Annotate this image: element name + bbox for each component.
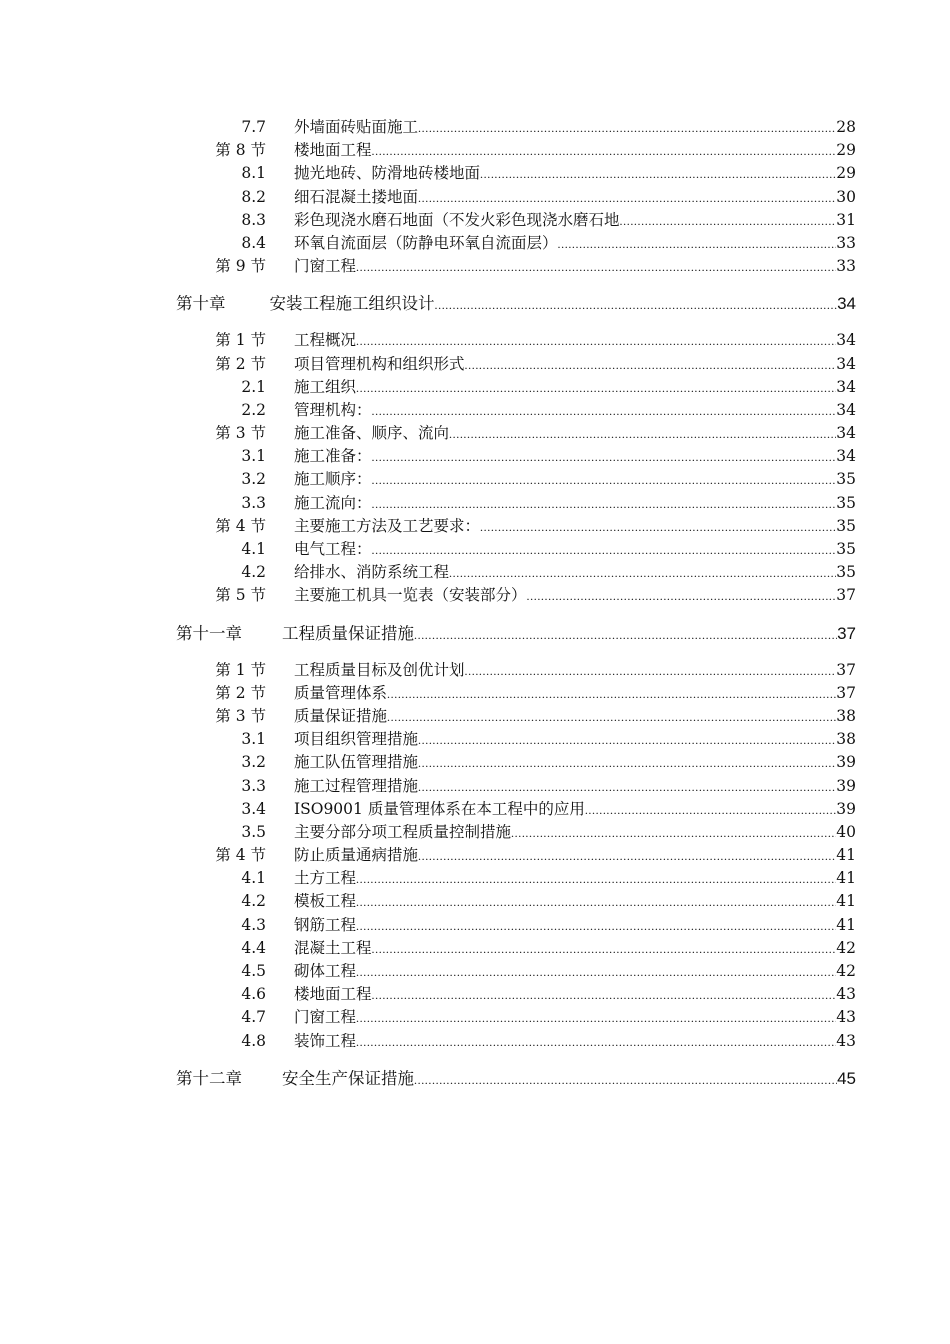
toc-spacer (176, 647, 856, 659)
toc-entry-page-number: 29 (836, 141, 856, 160)
toc-entry-title: 砌体工程 (294, 962, 357, 980)
toc-entry-number: 4.1 (241, 869, 266, 888)
toc-section-entry[interactable] (176, 139, 856, 162)
toc-entry-title: 施工准备、顺序、流向 (294, 424, 450, 443)
toc-section-entry[interactable] (176, 705, 856, 728)
toc-entry-page-number: 39 (836, 753, 856, 772)
toc-leader-dots (372, 399, 837, 423)
toc-entry-title: 主要施工方法及工艺要求： (294, 516, 481, 535)
toc-subsection-entry[interactable] (176, 162, 856, 185)
toc-entry-page-number: 41 (836, 869, 856, 888)
toc-leader-dots (372, 139, 837, 163)
toc-entry-number: 第 8 节 (215, 141, 266, 160)
toc-entry-number: 4.1 (241, 540, 266, 558)
toc-entry-page-number: 35 (836, 563, 856, 582)
toc-leader-dots (356, 867, 836, 891)
toc-leader-dots (480, 515, 836, 539)
toc-subsection-entry[interactable] (176, 914, 856, 937)
toc-leader-dots (480, 162, 836, 186)
toc-subsection-entry[interactable] (176, 445, 856, 468)
toc-subsection-entry[interactable] (176, 867, 856, 890)
toc-leader-dots (356, 376, 836, 400)
toc-entry-title: 环氧自流面层（防静电环氧自流面层） (294, 233, 558, 252)
toc-leader-dots (465, 659, 837, 683)
toc-leader-dots (387, 682, 836, 706)
toc-entry-number: 3.5 (241, 822, 266, 841)
toc-chapter-entry[interactable] (176, 291, 856, 317)
toc-entry-number: 第 4 节 (215, 846, 266, 865)
toc-entry-number: 第 1 节 (215, 660, 266, 679)
toc-entry-number: 3.1 (241, 447, 266, 466)
toc-entry-page-number: 39 (836, 776, 856, 795)
toc-entry-title: 抛光地砖、防滑地砖楼地面 (294, 164, 481, 183)
toc-entry-number: 第 4 节 (215, 516, 266, 535)
toc-section-entry[interactable] (176, 682, 856, 705)
toc-entry-number: 8.2 (241, 187, 266, 206)
toc-leader-dots (356, 960, 836, 984)
toc-leader-dots (356, 1006, 836, 1030)
toc-leader-dots (356, 890, 836, 914)
toc-entry-number: 4.8 (241, 1031, 266, 1050)
toc-section-entry[interactable] (176, 329, 856, 352)
toc-leader-dots (356, 1030, 836, 1054)
toc-entry-title: 给排水、消防系统工程 (294, 563, 450, 582)
toc-leader-dots (418, 116, 836, 140)
toc-entry-number: 8.4 (241, 233, 266, 252)
toc-entry-page-number: 41 (836, 915, 856, 934)
toc-entry-page-number: 37 (836, 660, 856, 679)
toc-leader-dots (527, 584, 837, 608)
toc-entry-page-number: 30 (836, 187, 856, 206)
toc-entry-title: 工程质量目标及创优计划 (294, 660, 465, 679)
toc-leader-dots (372, 538, 837, 562)
toc-entry-number: 3.3 (241, 493, 266, 512)
toc-entry-number: 第 3 节 (215, 424, 266, 443)
toc-entry-title: 施工准备： (294, 447, 372, 466)
toc-entry-title: 钢筋工程 (294, 915, 357, 934)
toc-entry-page-number: 34 (836, 424, 856, 443)
toc-entry-title: 外墙面砖贴面施工 (294, 118, 419, 136)
toc-entry-number: 4.6 (241, 985, 266, 1004)
toc-leader-dots (449, 422, 836, 446)
toc-entry-number: 第 5 节 (215, 586, 266, 605)
toc-entry-title: 门窗工程 (294, 257, 357, 276)
toc-leader-dots (418, 775, 836, 799)
toc-subsection-entry[interactable] (176, 775, 856, 798)
toc-entry-page-number: 42 (836, 962, 856, 980)
toc-entry-page-number: 34 (836, 331, 856, 350)
toc-entry-number: 3.3 (241, 776, 266, 795)
toc-entry-page-number: 34 (836, 354, 856, 373)
toc-spacer (176, 1053, 856, 1066)
toc-section-entry[interactable] (176, 353, 856, 376)
toc-entry-number: 4.3 (241, 915, 266, 934)
toc-entry-page-number: 38 (836, 706, 856, 725)
toc-section-entry[interactable] (176, 255, 856, 278)
toc-entry-title: 主要分部分项工程质量控制措施 (294, 822, 512, 841)
toc-entry-title: 装饰工程 (294, 1031, 357, 1050)
toc-entry-number: 第十二章 (176, 1068, 242, 1088)
toc-section-entry[interactable] (176, 844, 856, 867)
toc-subsection-entry[interactable] (176, 468, 856, 491)
toc-subsection-entry[interactable] (176, 1006, 856, 1029)
toc-entry-page-number: 43 (836, 1008, 856, 1027)
toc-entry-title: 项目组织管理措施 (294, 730, 419, 749)
toc-entry-title: 防止质量通病措施 (294, 846, 419, 865)
toc-entry-number: 第 3 节 (215, 706, 266, 725)
toc-entry-page-number: 41 (836, 892, 856, 911)
toc-subsection-entry[interactable] (176, 399, 856, 422)
toc-entry-page-number: 35 (836, 540, 856, 558)
toc-entry-number: 4.2 (241, 892, 266, 911)
toc-leader-dots (435, 291, 838, 318)
toc-subsection-entry[interactable] (176, 1030, 856, 1053)
toc-section-entry[interactable] (176, 584, 856, 607)
toc-entry-title: 质量保证措施 (294, 706, 388, 725)
toc-subsection-entry[interactable] (176, 232, 856, 255)
toc-subsection-entry[interactable] (176, 821, 856, 844)
toc-leader-dots (372, 468, 837, 492)
toc-entry-page-number: 29 (836, 164, 856, 183)
toc-entry-number: 4.2 (241, 563, 266, 582)
toc-leader-dots (414, 621, 837, 648)
toc-entry-number: 3.1 (241, 730, 266, 749)
toc-entry-page-number: 38 (836, 730, 856, 749)
toc-spacer (176, 608, 856, 621)
toc-entry-number: 2.1 (241, 377, 266, 396)
toc-entry-page-number: 34 (837, 294, 856, 314)
toc-leader-dots (372, 983, 837, 1007)
toc-leader-dots (387, 705, 836, 729)
toc-entry-number: 4.4 (241, 938, 266, 957)
toc-leader-dots (356, 914, 836, 938)
toc-entry-number: 第 1 节 (215, 331, 266, 350)
toc-subsection-entry[interactable] (176, 209, 856, 232)
toc-entry-number: 3.2 (241, 470, 266, 489)
toc-entry-title: 施工队伍管理措施 (294, 753, 419, 772)
toc-entry-title: 工程概况 (294, 331, 357, 350)
toc-entry-title: 土方工程 (294, 869, 357, 888)
toc-entry-page-number: 33 (836, 257, 856, 276)
toc-spacer (176, 278, 856, 291)
toc-entry-page-number: 37 (836, 586, 856, 605)
toc-subsection-entry[interactable] (176, 116, 856, 139)
toc-subsection-entry[interactable] (176, 890, 856, 913)
toc-entry-title: 模板工程 (294, 892, 357, 911)
toc-entry-page-number: 35 (836, 493, 856, 512)
toc-leader-dots (418, 186, 836, 210)
toc-entry-title: 施工流向： (294, 493, 372, 512)
toc-entry-number: 3.2 (241, 753, 266, 772)
toc-entry-title: 主要施工机具一览表（安装部分） (294, 586, 527, 605)
toc-entry-page-number: 28 (836, 118, 856, 136)
toc-entry-title: 安装工程施工组织设计 (269, 294, 435, 314)
toc-section-entry[interactable] (176, 422, 856, 445)
toc-entry-number: 第 2 节 (215, 354, 266, 373)
toc-entry-title: 质量管理体系 (294, 683, 388, 702)
toc-subsection-entry[interactable] (176, 798, 856, 821)
toc-entry-number: 第十一章 (176, 623, 242, 643)
toc-subsection-entry[interactable] (176, 751, 856, 774)
toc-entry-number: 4.5 (241, 962, 266, 980)
toc-entry-page-number: 35 (836, 470, 856, 489)
toc-leader-dots (558, 232, 837, 256)
toc-leader-dots (356, 329, 836, 353)
toc-entry-number: 8.1 (241, 164, 266, 183)
toc-entry-title: ISO9001 质量管理体系在本工程中的应用 (294, 799, 585, 818)
toc-subsection-entry[interactable] (176, 937, 856, 960)
toc-leader-dots (620, 209, 837, 233)
toc-chapter-entry[interactable] (176, 1066, 856, 1092)
toc-entry-number: 2.2 (241, 400, 266, 419)
toc-entry-number: 4.7 (241, 1008, 266, 1027)
toc-entry-title: 混凝土工程 (294, 938, 372, 957)
toc-spacer (176, 317, 856, 329)
toc-subsection-entry[interactable] (176, 728, 856, 751)
toc-entry-number: 第十章 (176, 294, 226, 314)
toc-entry-title: 安全生产保证措施 (282, 1068, 414, 1088)
toc-leader-dots (356, 255, 836, 279)
toc-entry-number: 第 9 节 (215, 257, 266, 276)
toc-leader-dots (511, 821, 836, 845)
toc-subsection-entry[interactable] (176, 492, 856, 515)
toc-leader-dots (414, 1066, 837, 1093)
toc-entry-title: 施工过程管理措施 (294, 776, 419, 795)
toc-entry-page-number: 43 (836, 1031, 856, 1050)
toc-section-entry[interactable] (176, 659, 856, 682)
toc-entry-page-number: 31 (836, 210, 856, 229)
toc-entry-page-number: 42 (836, 938, 856, 957)
toc-entry-title: 电气工程： (294, 540, 372, 558)
toc-entry-title: 门窗工程 (294, 1008, 357, 1027)
toc-leader-dots (418, 844, 836, 868)
toc-leader-dots (372, 937, 837, 961)
toc-leader-dots (449, 561, 836, 585)
toc-subsection-entry[interactable] (176, 376, 856, 399)
toc-entry-page-number: 43 (836, 985, 856, 1004)
toc-entry-page-number: 34 (836, 400, 856, 419)
toc-subsection-entry[interactable] (176, 538, 856, 561)
toc-subsection-entry[interactable] (176, 983, 856, 1006)
toc-entry-page-number: 41 (836, 846, 856, 865)
toc-entry-title: 项目管理机构和组织形式 (294, 354, 465, 373)
toc-entry-title: 细石混凝土搂地面 (294, 187, 419, 206)
toc-leader-dots (418, 728, 836, 752)
toc-entry-page-number: 39 (836, 799, 856, 818)
toc-leader-dots (418, 751, 836, 775)
toc-entry-title: 彩色现浇水磨石地面（不发火彩色现浇水磨石地 (294, 210, 620, 229)
toc-section-entry[interactable] (176, 515, 856, 538)
toc-entry-page-number: 35 (836, 516, 856, 535)
toc-entry-title: 施工组织 (294, 377, 357, 396)
toc-entry-title: 管理机构： (294, 400, 372, 419)
toc-entry-page-number: 37 (837, 623, 856, 643)
toc-subsection-entry[interactable] (176, 561, 856, 584)
toc-entry-page-number: 34 (836, 377, 856, 396)
table-of-contents (176, 116, 856, 1092)
toc-leader-dots (372, 445, 837, 469)
toc-entry-title: 楼地面工程 (294, 141, 372, 160)
toc-entry-page-number: 33 (836, 233, 856, 252)
toc-entry-number: 第 2 节 (215, 683, 266, 702)
toc-entry-page-number: 40 (836, 822, 856, 841)
toc-leader-dots (465, 353, 837, 377)
toc-entry-number: 8.3 (241, 210, 266, 229)
toc-entry-page-number: 37 (836, 683, 856, 702)
toc-entry-page-number: 34 (836, 447, 856, 466)
toc-entry-title: 楼地面工程 (294, 985, 372, 1004)
toc-leader-dots (372, 492, 837, 516)
toc-subsection-entry[interactable] (176, 186, 856, 209)
toc-chapter-entry[interactable] (176, 621, 856, 647)
toc-subsection-entry[interactable] (176, 960, 856, 983)
toc-entry-page-number: 45 (837, 1068, 856, 1088)
toc-entry-number: 3.4 (241, 799, 266, 818)
toc-leader-dots (585, 798, 836, 822)
toc-entry-number: 7.7 (241, 118, 266, 136)
toc-entry-title: 施工顺序： (294, 470, 372, 489)
toc-entry-title: 工程质量保证措施 (282, 623, 414, 643)
